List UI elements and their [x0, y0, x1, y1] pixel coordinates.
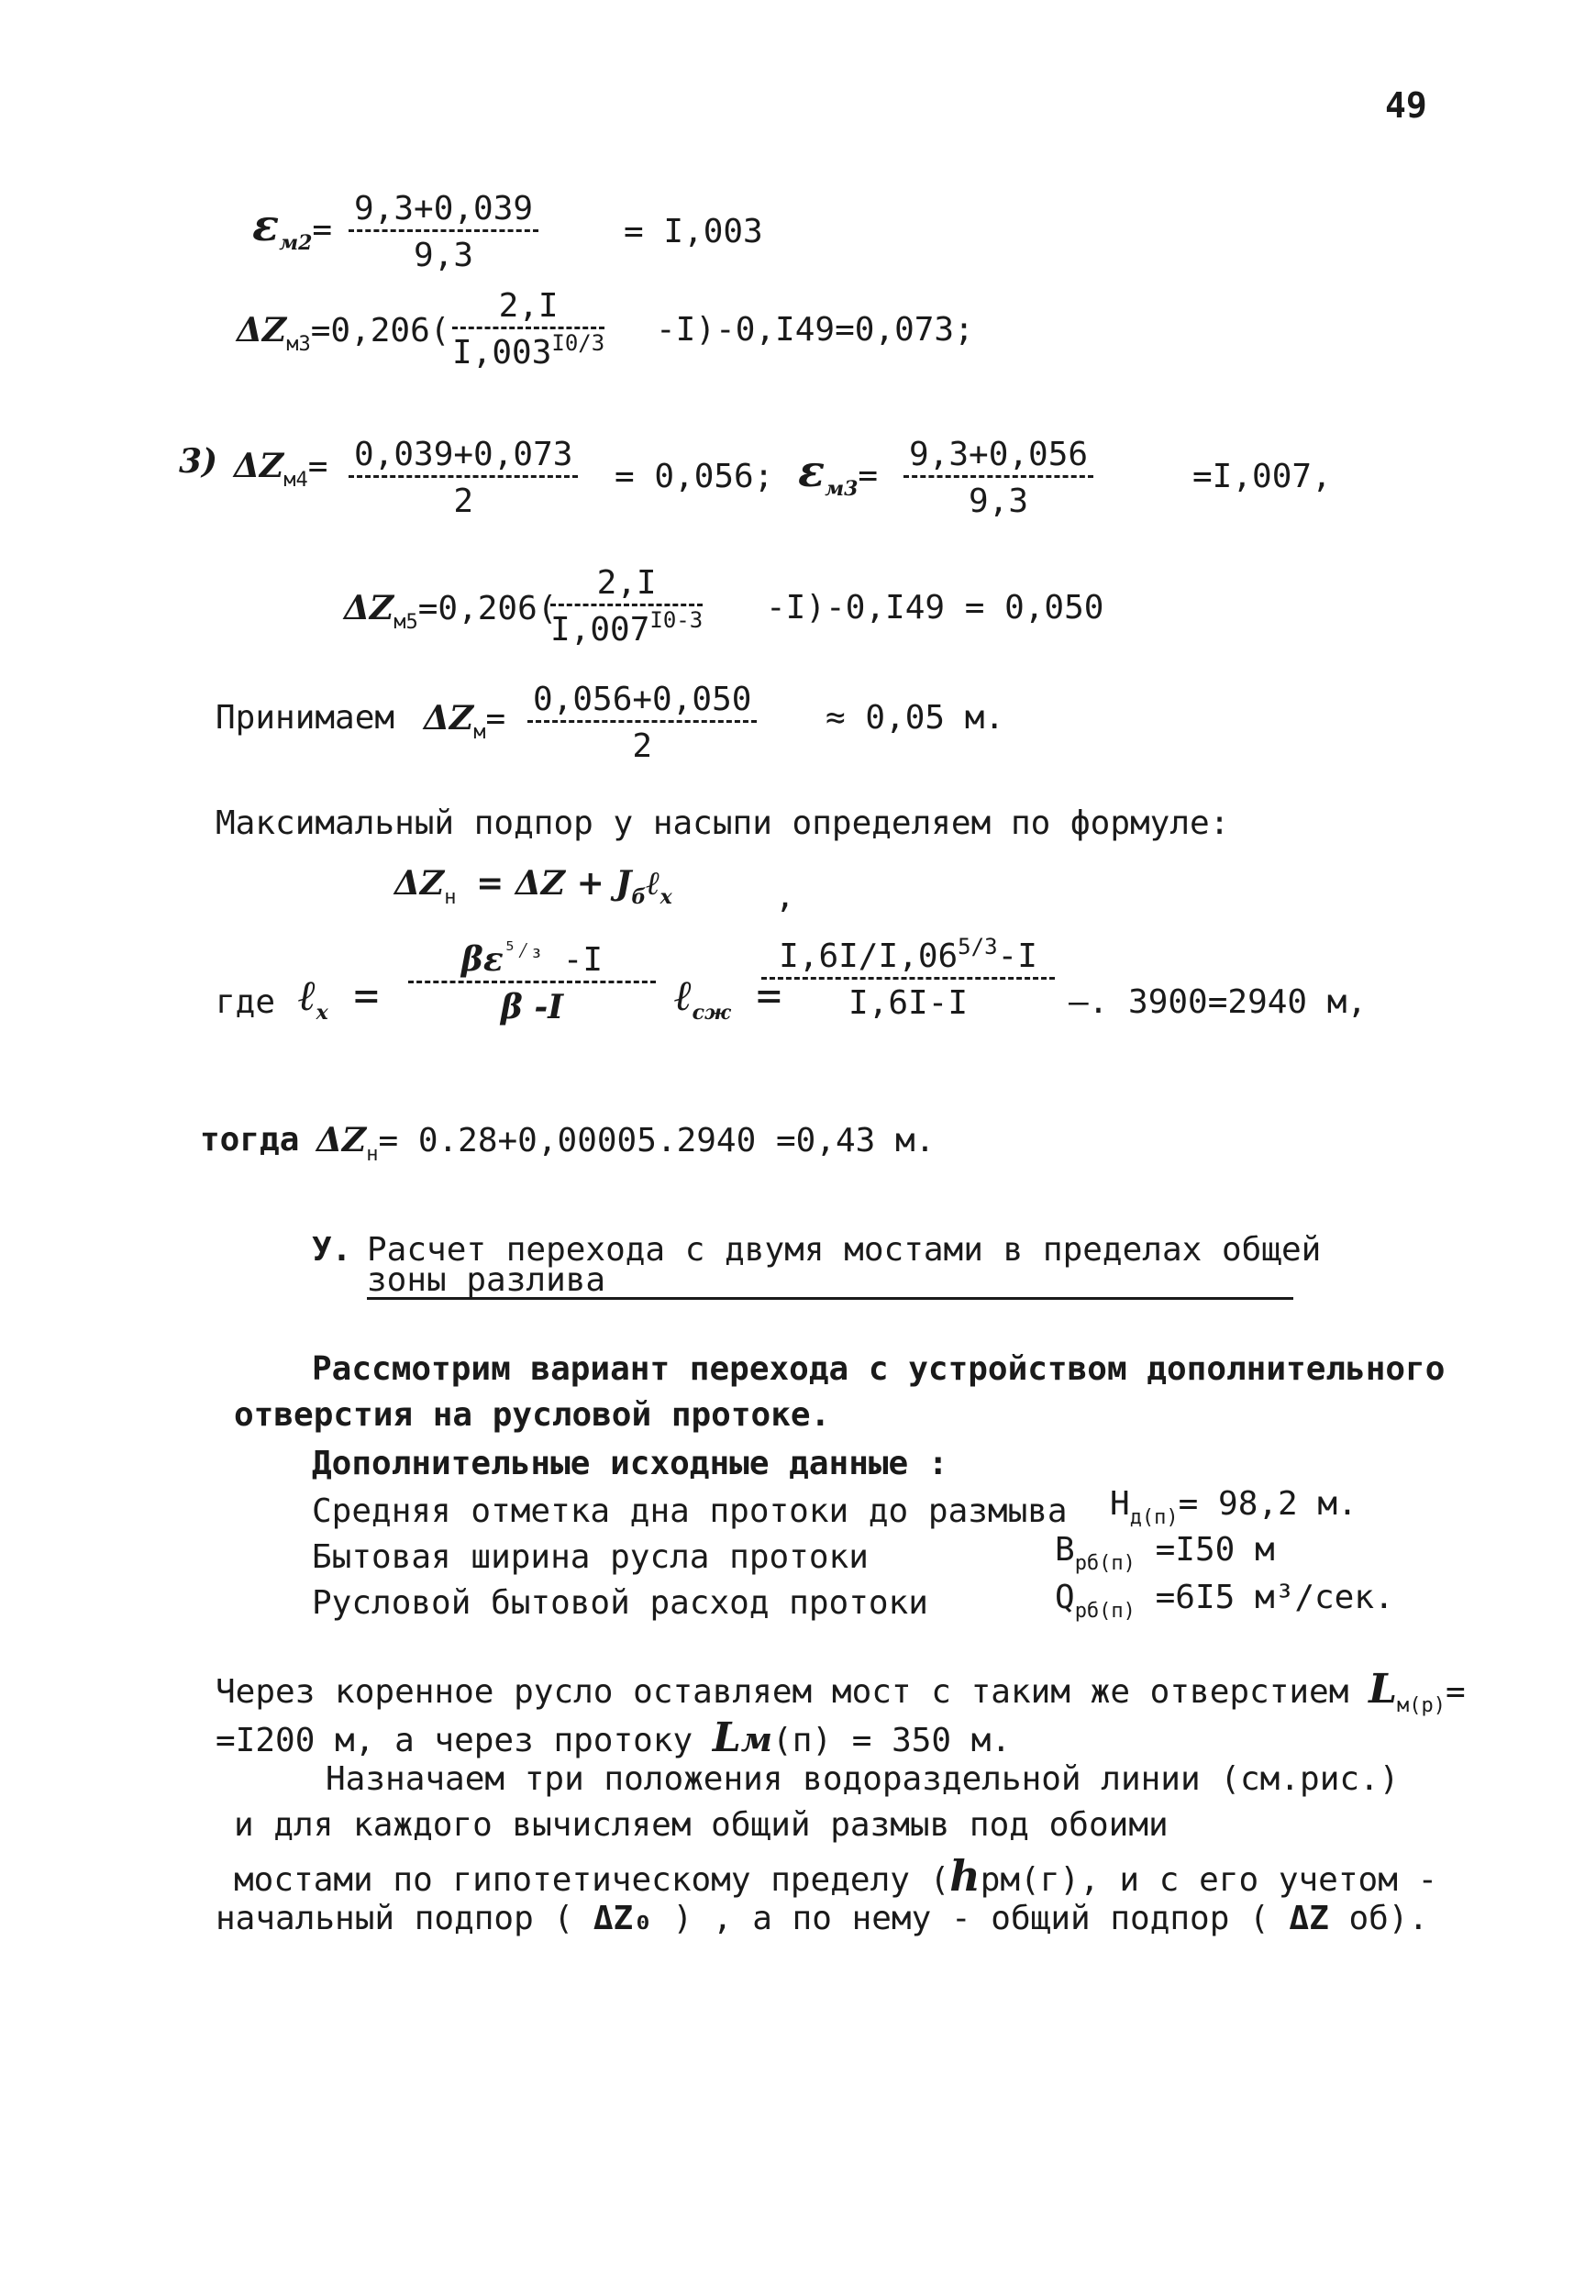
para1-line2: отверстия на русловой протоке. — [234, 1396, 831, 1434]
fraction-accept — [527, 683, 757, 763]
eps-m2-result: = I,003 — [624, 213, 763, 250]
dz-m5-suffix: -I)-0,I49 = 0,050 — [766, 589, 1104, 627]
lx-subscript: х — [659, 885, 672, 909]
l-symbol: ℓ — [674, 971, 693, 1020]
para3-text-mid: ) , а по нему - общий подпор ( — [652, 1900, 1290, 1937]
extra-data-heading: Дополнительные исходные данные : — [312, 1445, 948, 1482]
section-number: У. — [312, 1231, 352, 1269]
epsilon-symbol: ε — [482, 940, 504, 979]
accept-result: ≈ 0,05 м. — [826, 699, 1005, 737]
param-value: =I50 м — [1155, 1531, 1275, 1569]
dz-m4-result: = 0,056; — [615, 458, 774, 495]
l-symbol: ℓ — [298, 971, 316, 1020]
numerator-exponent: 5/3 — [958, 934, 998, 959]
param-row-label: Русловой бытовой расход протоки — [312, 1584, 928, 1622]
delta-z-symbol: ΔZ — [316, 1121, 367, 1159]
fraction-denominator — [452, 329, 604, 370]
lcж-subscript: сж — [692, 1001, 731, 1025]
fraction-eps-m3 — [903, 438, 1093, 518]
para2-line1 — [216, 1666, 1466, 1717]
jb-subscript: б — [631, 885, 647, 909]
param-row-label: Бытовая ширина русла протоки — [312, 1538, 869, 1576]
fraction-numerator: 9,3+0,039 — [349, 193, 538, 232]
para3-text-tail: об). — [1328, 1900, 1429, 1937]
param-subscript: рб(п) — [1074, 1552, 1136, 1575]
param-value: =6I5 м³/сек. — [1155, 1579, 1394, 1616]
delta-z-symbol: ΔZ — [234, 447, 284, 485]
para3-line3 — [234, 1851, 1438, 1901]
fraction-dz-m3 — [452, 287, 605, 372]
beta-symbol: β — [460, 940, 483, 979]
dzn-subscript: н — [444, 886, 457, 909]
where-word: где — [216, 983, 276, 1021]
para3-line2: и для каждого вычисляем общий размыв под обоими — [234, 1806, 1169, 1844]
section-title-line1: Расчет перехода с двумя мостами в пределах общей — [367, 1231, 1322, 1269]
equation-dz-m3 — [237, 311, 450, 356]
fraction-numerator — [408, 937, 656, 983]
para2-text: =I200 м, а через протоку — [216, 1722, 693, 1759]
dzn-subscript: н — [366, 1143, 379, 1166]
param-row-symbol — [1055, 1579, 1394, 1623]
fraction-lx — [408, 937, 656, 1026]
para3-text: начальный подпор ( — [216, 1900, 593, 1937]
param-subscript: рб(п) — [1074, 1600, 1136, 1623]
param-subscript: д(п) — [1129, 1506, 1179, 1529]
fraction-numerator — [761, 934, 1055, 980]
l-symbol: ℓ — [646, 864, 660, 903]
section-title-text: зоны разлива — [367, 1261, 606, 1299]
fraction-denominator: 2 — [632, 727, 653, 765]
then-word: тогда — [200, 1121, 300, 1159]
numerator-tail: -I — [997, 937, 1037, 975]
where-tail: —. 3900=2940 м, — [1069, 983, 1368, 1021]
param-row-symbol — [1110, 1485, 1358, 1529]
l-subscript: м(р) — [1397, 1694, 1446, 1717]
eps-exponent: ⁵⁄₃ — [503, 937, 544, 963]
para3-text-tail: рм(г), и с его учетом - — [980, 1861, 1438, 1899]
fraction-numerator: 2,I — [452, 290, 604, 329]
dz-subscript: м4 — [283, 469, 308, 492]
para2-text: Через коренное русло оставляем мост с таким же отверстием — [216, 1673, 1349, 1711]
para2-text-tail: (п) = 350 м. — [772, 1722, 1012, 1759]
dzn-comma: , — [775, 878, 795, 915]
fraction-eps-m2 — [349, 190, 538, 274]
den-base: I,007 — [550, 611, 650, 649]
fraction-numerator: 9,3+0,056 — [903, 438, 1093, 478]
dz-subscript: м5 — [393, 611, 418, 634]
denominator-text: β -I — [500, 988, 564, 1026]
den-base: I,003 — [452, 334, 552, 372]
section-title-line2 — [367, 1261, 1293, 1299]
equation-dz-m4: $\Delta Z_{м4}=$ — [234, 447, 328, 492]
fraction-denominator: 9,3 — [414, 237, 474, 274]
param-row-symbol — [1055, 1531, 1275, 1575]
fraction-denominator — [550, 606, 703, 647]
fraction-numerator: 0,039+0,073 — [349, 438, 578, 478]
dz-subscript: м3 — [286, 333, 311, 356]
fraction-numerator: 2,I — [550, 567, 703, 606]
fraction-denominator: 9,3 — [969, 482, 1029, 520]
delta-z-symbol: ΔZ — [424, 699, 474, 738]
page-number: 49 — [1385, 85, 1427, 126]
l-symbol: L — [712, 1714, 741, 1761]
den-exponent: I0/3 — [551, 330, 605, 356]
equation-eps-m2: $\varepsilon_{м2}=$ — [252, 200, 333, 255]
epsilon-symbol: ε — [798, 446, 826, 497]
dz-subscript: м — [473, 721, 486, 744]
para3-line4 — [216, 1902, 1428, 1936]
l-subscript: м — [740, 1721, 773, 1759]
lx-symbol: ℓ$_х$ = — [298, 971, 380, 1025]
h-symbol: h — [949, 1851, 981, 1901]
param-symbol: B — [1055, 1531, 1075, 1569]
eps-m3-result: =I,007, — [1192, 458, 1332, 495]
equation-prefix: =0,206( — [417, 590, 558, 627]
numerator-tail: -I — [562, 941, 604, 979]
para1-line1: Рассмотрим вариант перехода с устройством дополнительного — [312, 1350, 1446, 1388]
then-equation — [316, 1121, 936, 1166]
delta-z-symbol: ΔZ — [344, 589, 394, 627]
step-3-label: 3) — [179, 442, 218, 481]
epsilon-symbol: ε — [252, 200, 280, 251]
equation-dzn — [394, 864, 672, 909]
lx-subscript: х — [316, 1001, 328, 1025]
fraction-denominator: 2 — [453, 482, 474, 520]
para3-text: мостами по гипотетическому пределу ( — [234, 1861, 950, 1899]
equation-eps-m3: $\varepsilon_{м3}=$ — [798, 446, 879, 501]
section-underline — [367, 1297, 1293, 1300]
param-symbol: Q — [1055, 1579, 1075, 1616]
equals-sign: = — [1446, 1673, 1466, 1711]
equation-dz-m5 — [344, 589, 558, 634]
accept-word: Принимаем — [216, 699, 395, 737]
fraction-lcж — [761, 934, 1055, 1022]
then-rhs: = 0.28+0,00005.2940 =0,43 м. — [378, 1122, 936, 1159]
accept-line — [216, 699, 395, 737]
delta-z-symbol: ΔZ — [237, 311, 287, 349]
numerator-part-2: I,06 — [878, 937, 959, 975]
param-value: = 98,2 м. — [1178, 1485, 1358, 1523]
equation-prefix: =0,206( — [310, 312, 450, 349]
param-symbol: H — [1110, 1485, 1130, 1523]
eps-subscript: м2 — [279, 231, 313, 255]
fraction-numerator: 0,056+0,050 — [527, 683, 757, 723]
para2-line2 — [216, 1714, 1012, 1761]
numerator-part-1: I,6I/ — [779, 937, 879, 975]
den-exponent: I0-3 — [649, 607, 704, 633]
dz-m3-suffix: -I)-0,I49=0,073; — [656, 311, 974, 349]
para3-line1: Назначаем три положения водораздельной линии (см.рис.) — [326, 1760, 1400, 1798]
param-row-label: Средняя отметка дна протоки до размыва — [312, 1492, 1068, 1530]
delta-z-symbol: ΔZ — [394, 864, 445, 903]
accept-lhs: $\Delta Z_м=$ — [424, 699, 506, 744]
delta-z0-symbol: ΔZ₀ — [593, 1900, 653, 1937]
fraction-dz-m5 — [550, 564, 704, 649]
delta-z-symbol: ΔZ — [1289, 1900, 1329, 1937]
dzn-rhs: = ΔZ + J — [476, 864, 632, 903]
fraction-denominator: I,6I-I — [848, 984, 969, 1022]
lcж-symbol: ℓ$_{сж}$ = — [674, 971, 782, 1025]
fraction-dz-m4 — [349, 438, 578, 518]
l-symbol: L — [1369, 1666, 1398, 1713]
eps-subscript: м3 — [825, 477, 859, 501]
max-backwater-text: Максимальный подпор у насыпи определяем по формуле: — [216, 804, 1230, 842]
fraction-denominator — [408, 983, 656, 1025]
